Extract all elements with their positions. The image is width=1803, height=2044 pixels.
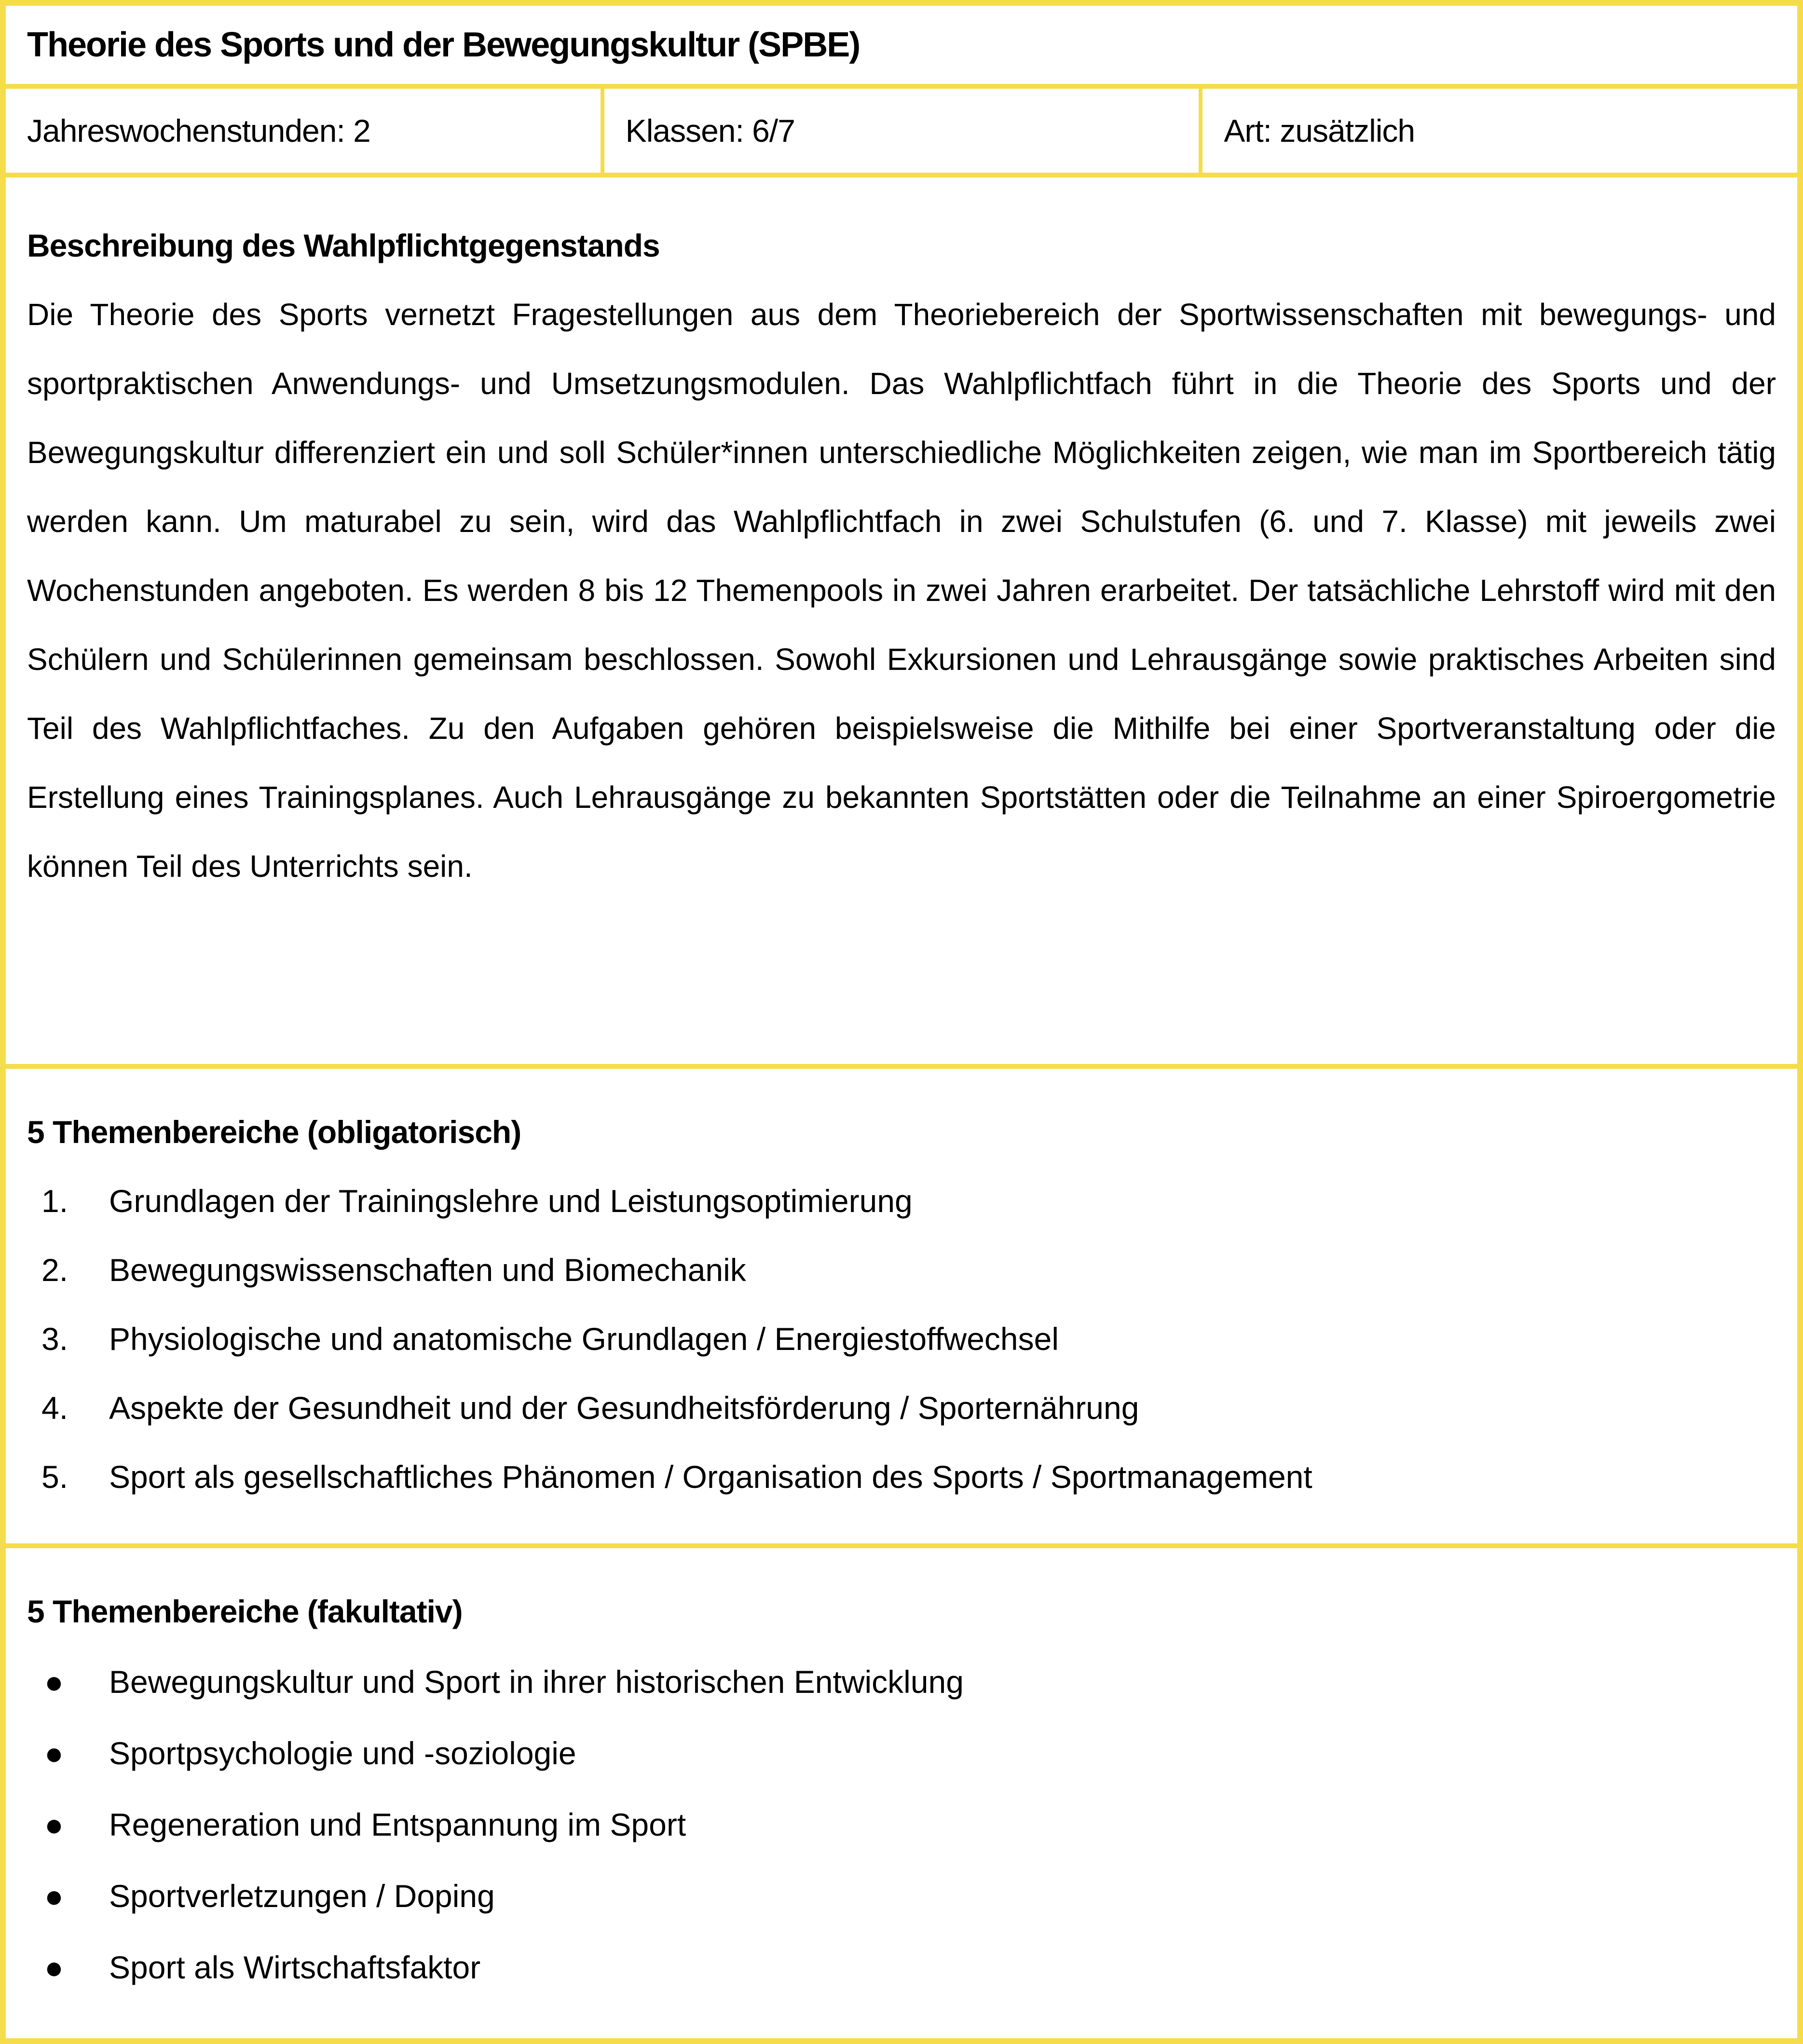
- list-item: [27, 1305, 1776, 1374]
- list-item: [27, 1236, 1776, 1305]
- description-heading: Beschreibung des Wahlpflichtgegenstands: [27, 228, 660, 263]
- optional-section: [6, 1548, 1797, 2003]
- bullet-icon: ●: [44, 1807, 64, 1842]
- hours-cell: Jahreswochenstunden: 2: [6, 89, 604, 173]
- description-text: Die Theorie des Sports vernetzt Fragestellungen aus dem Theoriebereich der Sportwissenschaften mit bewegungs- und sportpraktischen Anwendungs- und Umsetzungsmodulen. Das Wahlpflichtfach führt in die Theorie des Sports und der Bewegungskultur differenziert ein und soll Schüler*innen unterschiedliche Möglichkeiten zeigen, wie man im Sportbereich tätig werden kann. Um maturabel zu sein, wird das Wahlpflichtfach in zwei Schulstufen (6. und 7. Klasse) mit jeweils zwei Wochenstunden angeboten. Es werden 8 bis 12 Themenpools in zwei Jahren erarbeitet. Der tatsächliche Lehrstoff wird mit den Schülern und Schülerinnen gemeinsam beschlossen. Sowohl Exkursionen und Lehrausgänge sowie praktisches Arbeiten sind Teil des Wahlpflichtfaches. Zu den Aufgaben gehören beispielsweise die Mithilfe bei einer Sportveranstaltung oder die Erstellung eines Trainingsplanes. Auch Lehrausgänge zu bekannten Sportstätten oder die Teilnahme an einer Spiroergometrie können Teil des Unterrichts sein.: [27, 297, 1776, 884]
- list-item: [27, 1860, 1776, 1932]
- list-text: Sportverletzungen / Doping: [109, 1878, 495, 1914]
- classes-cell: Klassen: 6/7: [604, 89, 1203, 173]
- list-item: [27, 1932, 1776, 2003]
- list-text: Sport als Wirtschaftsfaktor: [109, 1949, 481, 1985]
- list-text: Sportpsychologie und -soziologie: [109, 1735, 576, 1771]
- list-text: Bewegungskultur und Sport in ihrer historischen Entwicklung: [109, 1664, 964, 1700]
- list-item: [27, 1374, 1776, 1443]
- list-item: [27, 1646, 1776, 1717]
- page-title: Theorie des Sports und der Bewegungskultur (SPBE): [27, 26, 860, 64]
- list-item: [27, 1717, 1776, 1789]
- list-item: [27, 1443, 1776, 1512]
- obligatory-list: [27, 1167, 1776, 1512]
- list-item: [27, 1789, 1776, 1860]
- description-section: [6, 177, 1797, 1069]
- bullet-icon: ●: [44, 1949, 64, 1985]
- optional-list: [27, 1646, 1776, 2003]
- list-number: 2.: [41, 1252, 68, 1288]
- bullet-icon: ●: [44, 1878, 64, 1914]
- title-row: [6, 6, 1797, 89]
- obligatory-section: [6, 1069, 1797, 1548]
- list-number: 5.: [41, 1459, 68, 1495]
- list-number: 3.: [41, 1321, 68, 1357]
- bullet-icon: ●: [44, 1735, 64, 1771]
- list-text: Regeneration und Entspannung im Sport: [109, 1807, 686, 1842]
- list-text: Aspekte der Gesundheit und der Gesundheitsförderung / Sporternährung: [109, 1390, 1139, 1426]
- type-cell: Art: zusätzlich: [1224, 113, 1415, 149]
- list-text: Grundlagen der Trainingslehre und Leistungsoptimierung: [109, 1183, 913, 1219]
- list-text: Bewegungswissenschaften und Biomechanik: [109, 1252, 746, 1288]
- list-text: Physiologische und anatomische Grundlagen / Energiestoffwechsel: [109, 1321, 1059, 1357]
- bullet-icon: ●: [44, 1664, 64, 1700]
- obligatory-heading: 5 Themenbereiche (obligatorisch): [27, 1114, 521, 1150]
- list-number: 1.: [41, 1183, 68, 1219]
- info-row: [6, 89, 1797, 177]
- optional-heading: 5 Themenbereiche (fakultativ): [27, 1594, 463, 1629]
- list-text: Sport als gesellschaftliches Phänomen / Organisation des Sports / Sportmanagement: [109, 1459, 1312, 1495]
- list-item: [27, 1167, 1776, 1236]
- list-number: 4.: [41, 1390, 68, 1426]
